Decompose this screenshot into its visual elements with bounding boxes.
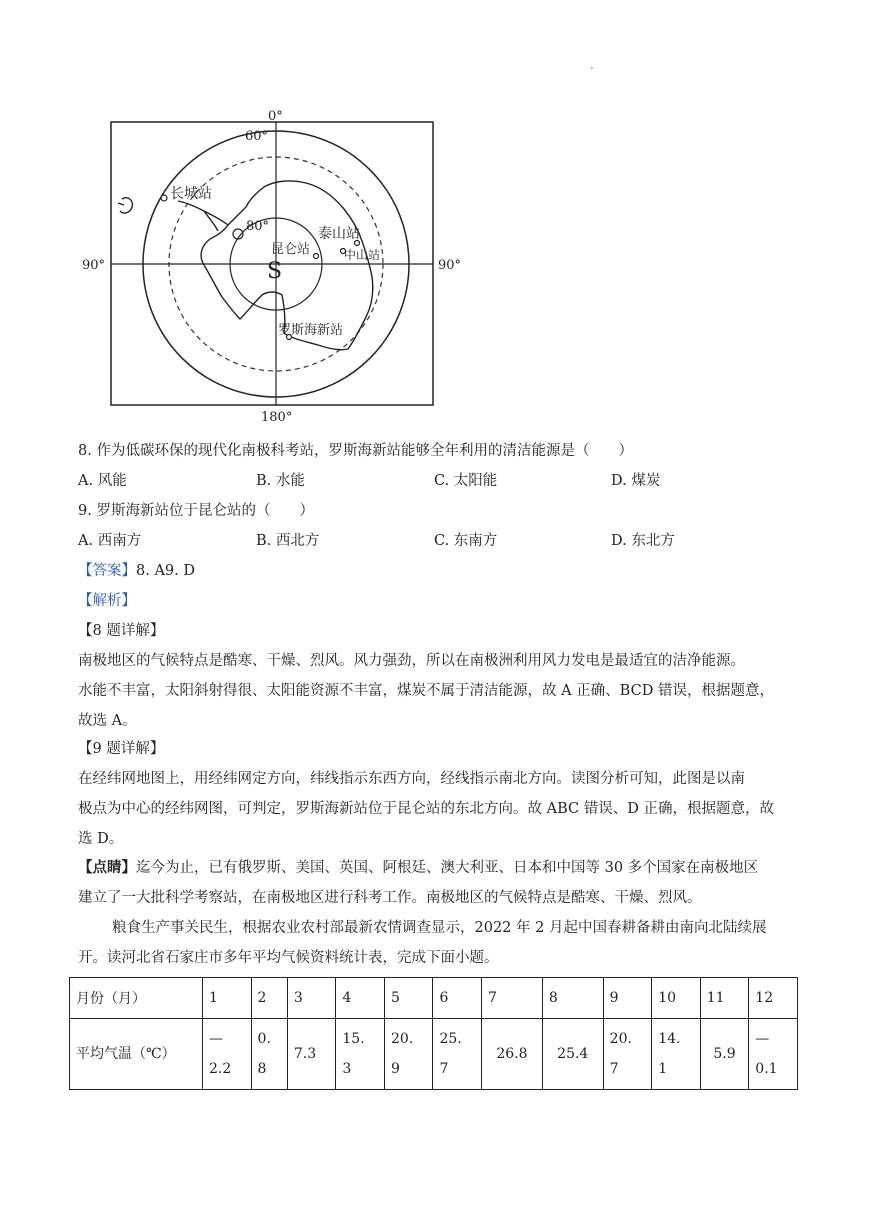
q8-option-c[interactable]: C. 太阳能 — [434, 473, 498, 489]
climate-table — [69, 977, 798, 1090]
table-cell: 5 — [384, 978, 433, 1019]
q8-stem: 8. 作为低碳环保的现代化南极科考站，罗斯海新站能够全年利用的清洁能源是（ ） — [78, 443, 633, 459]
table-cell: 0. 8 — [251, 1019, 287, 1090]
q9-option-b[interactable]: B. 西北方 — [256, 533, 320, 549]
q9-detail-title: 【9 题详解】 — [78, 741, 165, 757]
great-wall-station-label: 长城站 — [170, 186, 212, 202]
table-cell: — 2.2 — [203, 1019, 252, 1090]
answer-tag: 【答案】 — [78, 563, 136, 579]
row-label-temp: 平均气温（℃） — [70, 1019, 203, 1090]
intro-line-2: 开。读河北省石家庄市多年平均气候资料统计表，完成下面小题。 — [78, 950, 499, 966]
table-cell: 15. 3 — [336, 1019, 385, 1090]
answer-line — [78, 561, 195, 581]
table-cell: 7.3 — [287, 1019, 336, 1090]
intro-line-1: 粮食生产事关民生，根据农业农村部最新农情调查显示，2022 年 2 月起中国春耕备耕由南向北陆续展 — [112, 920, 767, 936]
point-text: 迄今为止，已有俄罗斯、美国、英国、阿根廷、澳大利亚、日本和中国等 30 多个国家在南极地区 — [136, 860, 759, 876]
table-cell: 10 — [652, 978, 701, 1019]
point-tag: 【点睛】 — [78, 859, 136, 876]
antarctic-peninsula — [178, 201, 228, 231]
q9-stem: 9. 罗斯海新站位于昆仑站的（ ） — [78, 503, 314, 519]
q9-option-d[interactable]: D. 东北方 — [611, 533, 675, 549]
q9-detail-line: 在经纬网地图上，用经纬网定方向，纬线指示东西方向，经线指示南北方向。读图分析可知，此图是以南 — [78, 771, 745, 787]
q8-detail-line: 南极地区的气候特点是酷寒、干燥、烈风。风力强劲，所以在南极洲利用风力发电是最适宜的洁净能源。 — [78, 653, 745, 669]
ross-sea-station-label: 罗斯海新站 — [278, 323, 344, 338]
great-wall-station-marker — [161, 195, 167, 201]
label-left-90: 90° — [82, 258, 106, 273]
table-cell: 14. 1 — [652, 1019, 701, 1090]
antarctica-map — [78, 105, 470, 430]
table-cell: 9 — [603, 978, 652, 1019]
table-cell: 26.8 — [482, 1019, 543, 1090]
q9-detail-line: 选 D。 — [78, 831, 124, 847]
q8-detail-line: 故选 A。 — [78, 713, 137, 729]
q9-option-c[interactable]: C. 东南方 — [434, 533, 498, 549]
table-row-months — [70, 978, 798, 1019]
table-cell: 25.4 — [542, 1019, 603, 1090]
q8-detail-line: 水能不丰富，太阳斜射得很、太阳能资源不丰富，煤炭不属于清洁能源，故 A 正确、BCD 错误，根据题意， — [78, 683, 774, 699]
kunlun-station-marker — [314, 254, 319, 259]
q8-option-b[interactable]: B. 水能 — [256, 473, 305, 489]
q8-option-d[interactable]: D. 煤炭 — [611, 473, 661, 489]
table-cell: 2 — [251, 978, 287, 1019]
answer-text: 8. A9. D — [136, 563, 195, 579]
point-line-2: 建立了一大批科学考察站，在南极地区进行科考工作。南极地区的气候特点是酷寒、干燥、烈风。 — [78, 890, 702, 906]
table-cell: 11 — [700, 978, 749, 1019]
table-cell: 7 — [482, 978, 543, 1019]
table-cell: 20. 7 — [603, 1019, 652, 1090]
q8-detail-title: 【8 题详解】 — [78, 623, 165, 639]
zhongshan-station-label: 中山站 — [344, 248, 381, 262]
table-cell: 6 — [433, 978, 482, 1019]
south-pole-label: S — [267, 259, 283, 284]
table-cell: 1 — [203, 978, 252, 1019]
table-cell: 8 — [542, 978, 603, 1019]
table-cell: 12 — [749, 978, 798, 1019]
label-180: 180° — [261, 410, 293, 425]
table-cell: 4 — [336, 978, 385, 1019]
taishan-station-label: 泰山站 — [318, 226, 360, 242]
row-label-month: 月份（月） — [70, 978, 203, 1019]
label-60: 60° — [245, 129, 269, 144]
label-right-90: 90° — [438, 258, 462, 273]
table-cell: 20. 9 — [384, 1019, 433, 1090]
analysis-tag: 【解析】 — [78, 593, 136, 609]
point-line — [78, 858, 758, 878]
south-america-tip — [118, 198, 132, 213]
table-cell: — 0.1 — [749, 1019, 798, 1090]
q9-detail-line: 极点为中心的经纬网图，可判定，罗斯海新站位于昆仑站的东北方向。故 ABC 错误、D 正确，根据题意，故 — [78, 801, 774, 817]
table-cell: 5.9 — [700, 1019, 749, 1090]
kunlun-station-label: 昆仑站 — [271, 242, 311, 257]
table-cell: 25. 7 — [433, 1019, 482, 1090]
table-cell: 3 — [287, 978, 336, 1019]
header-dot: . — [590, 58, 594, 72]
table-row-temps — [70, 1019, 798, 1090]
q9-option-a[interactable]: A. 西南方 — [78, 533, 142, 549]
label-0: 0° — [268, 109, 283, 124]
label-80: 80° — [246, 219, 270, 234]
q8-option-a[interactable]: A. 风能 — [78, 473, 127, 489]
